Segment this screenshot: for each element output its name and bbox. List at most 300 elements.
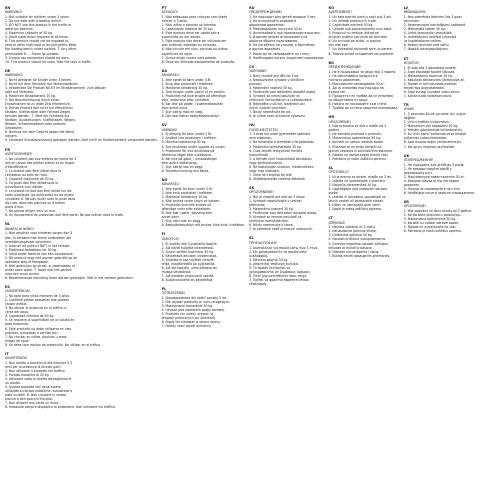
warning-line: 5. Výrobek se nesmí používat na (249, 93, 300, 98)
warning-line: 1. Ακατάλληλο για παιδιά κάτω των 3 ετών. (249, 245, 319, 250)
warning-line: 2. Ne koristite proizvod u saobraćaju. (403, 213, 462, 218)
warning-heading: ADVARSEL! (161, 73, 180, 78)
warning-line: 3. Maksymalne obciążenie 30 kg. (161, 304, 214, 309)
warning-line: ander open water. 7. Nooit met het gezicht (5, 267, 72, 272)
warning-line: 1. Nie je vhodné pre deti do 3 rokov. (249, 195, 306, 200)
warning-line: 2. Älä käytä tuotetta liikenteessä. (161, 245, 214, 250)
warning-line: 6. Potrebno je nositi zaštitnu opremu. (403, 229, 462, 234)
warning-line: 1. Ni primerno za otroke, mlajše od 3 let. (328, 174, 392, 179)
language-code: ET (403, 56, 409, 61)
warning-line: jiných vodních plochách. (249, 106, 288, 111)
warning-line: 2. Ürünü trafikte kullanmayın. (403, 120, 451, 125)
warning-line: 1. Non adatto a bambini di età inferiore a 3 (5, 360, 73, 365)
warning-line: 3. Največja obremenitev 30 kg. (328, 182, 377, 187)
text-column (404, 6, 475, 480)
warning-line: 5. Toodet ei tohi kasutada avalikel (403, 81, 457, 86)
warning-line: 4. Naudoti prižiūrint suaugusiesiems. (328, 237, 387, 242)
warning-line: todo momento. (5, 322, 29, 327)
warning-line: 7. Należy nosić sprzęt ochronny. (161, 324, 212, 329)
warning-line: 5. Proizvod se ne smije koristiti na (328, 144, 382, 149)
warning-line: 1. Není vhodné pro děti do 3 let. (249, 73, 300, 78)
warning-line: 1. Не подходит для детей младше 3 лет. (249, 15, 317, 20)
warning-section (162, 178, 245, 228)
warning-section (5, 6, 158, 64)
warning-line: 4. Este produto deve ser usado sob a (161, 31, 220, 36)
warning-line: osebe. (328, 190, 339, 195)
warning-line: 4. Capacidad máxima de 30 kg. (5, 314, 55, 319)
language-code: SK (249, 185, 255, 190)
warning-line: пътното движение. (328, 77, 361, 82)
warning-line: vecumam. (403, 19, 421, 24)
warning-line: 2. Не используйте изделие в (249, 19, 297, 24)
warning-line: 7. Potrebno je nositi zaštitnu opremu. (328, 156, 387, 161)
language-code: CS (249, 64, 255, 69)
warning-line: 4. Używać pod nadzorem osoby dorosłej. (161, 308, 225, 313)
warning-line: circulation ou près de l'eau. (5, 172, 48, 177)
warning-line: 6. This product should not be exposed to (5, 39, 69, 44)
warning-line: 1. 3 yaşından küçük çocuklar için uygun (403, 112, 466, 117)
warning-line: 1. Ei sovellu alle 3-vuotiaille lapsille. (161, 241, 218, 246)
warning-line: 4. Lietot pieaugušo uzraudzībā. (403, 31, 453, 36)
warning-line: javnih cestah ali kolesarskih stezah. (328, 199, 385, 204)
warning-line: sau alte ape. (328, 43, 349, 48)
language-code: ES (5, 285, 10, 290)
warning-line: 1. Ei sobi alla 3-aastastele lastele. (403, 65, 457, 70)
warning-section (249, 123, 324, 181)
warning-line: 6. Никога не насочвайте към стена. (328, 102, 388, 107)
warning-line: 5. Produktet skal ikke brukes på (161, 203, 212, 208)
warning-line: 5. Nikada ne usmeravajte ka zidu. (403, 225, 457, 230)
warning-heading: WAARSCHUWING! (5, 226, 34, 231)
text-column (5, 6, 158, 480)
warning-line: 4. Использовать под присмотром взрослых. (249, 31, 321, 36)
warning-line: 5. A termék nem használható közutakon (249, 156, 312, 161)
warning-line: 7. Ne jamais diriger vers un mur. (5, 209, 56, 214)
warning-heading: UPOZORENJE! (328, 119, 351, 124)
warning-line: d'étouffement. (5, 164, 28, 169)
warning-line: 4. Koristiti uz nadzor odrasle osobe. (328, 140, 384, 145)
warning-line: 2. Výrobok nepoužívajte v cestnej (249, 199, 302, 204)
warning-line: 2. Не використовуйте виріб у (403, 166, 452, 171)
warning-line: 6. Nejezděte v ulicích, bazénech ani (249, 102, 305, 107)
warning-line: 1. Не підходить для дітей до 3 років. (403, 162, 465, 167)
warning-heading: BRĪDINĀJUMS! (403, 10, 427, 15)
warning-line: 8. Indossare sempre dispositivi di protezione. Non utilizzare nel traffico. (5, 405, 116, 410)
warning-line: vias públicas, estradas ou ciclovias. (161, 43, 217, 48)
warning-line: 4. Utilizzare sotto la diretta sorveglianza di (5, 377, 72, 382)
warning-line: 2. Ne koristite proizvod u prometu. (328, 132, 383, 137)
warning-line: drogach publicznych ani ścieżkach. (161, 316, 217, 321)
warning-line: 3. Maksimum yük kapasitesi 30 kg. (403, 124, 459, 129)
warning-section (404, 154, 475, 195)
warning-line: 2. Brug ikke produktet i trafikken. (161, 81, 214, 86)
warning-line: javnim cestama ili biciklističkim stazama. (328, 148, 393, 153)
warning-line: 4. Používejte pod dohledem dospělé osoby. (249, 89, 316, 94)
warning-line: 6. Asla duvara doğru yönlendirmeyin. (403, 140, 462, 145)
warning-line: 7. Nu îndreptați niciodată spre un perete. (328, 47, 393, 52)
warning-line: verstikkingsgevaar opleveren. (5, 239, 52, 244)
warning-line: 5. Produsul nu trebuie utilizat pe (328, 31, 379, 36)
warning-line: benutzt werden. 7. Wird der Fahrbank auf (5, 114, 70, 119)
warning-line: 8. Je nutné nosit ochranné vybavení. (249, 114, 306, 119)
warning-line: Gewässern. (5, 126, 24, 131)
warning-line: 7. Būtina dėvėti apsaugines priemones. (328, 253, 391, 258)
warning-line: 3. Maximaal belastbaar tot 30 kg. (5, 247, 58, 252)
warning-heading: WARNING! (5, 10, 22, 15)
warning-line: godine. (328, 128, 341, 133)
warning-line: 2. Не използвайте продукта в (328, 73, 378, 78)
warning-line: 7. Je potrebné nosiť ochranné vybavenie. (249, 227, 313, 232)
warning-heading: AVERTISMENT! (328, 10, 352, 15)
warning-line: públicas, autopistas o carriles bici. (5, 330, 59, 335)
warning-line: 6. Необхідно носити захисне спорядження. (403, 190, 475, 195)
warning-line: 7. Nunca dirigir contra uma parede. (161, 55, 217, 60)
warning-line: 3. Maksimal belastning 30 kg. (161, 85, 208, 90)
language-code: FI (161, 232, 166, 237)
warning-line: 1. Netinka vaikams iki 3 metų. (328, 225, 376, 230)
warning-section (5, 222, 158, 280)
warning-line: 1. Nije pogodno za decu mlađu od 3 godine. (403, 209, 473, 214)
warning-line: κυκλοφορία. (249, 253, 269, 258)
text-column (329, 6, 400, 480)
warning-section (5, 285, 158, 347)
warning-line: superfícies de água. (161, 51, 193, 56)
warning-line: 10. This product should be used. Take the toys in traffic. (5, 59, 92, 64)
warning-line: 7. Soha ne irányítsa fal felé. (249, 172, 293, 177)
warning-line: 5. Produkten får inte användas på (161, 148, 215, 153)
warning-line: 1. Ej lämplig för barn under 3 år. (161, 132, 212, 137)
warning-line: offentlige veier eller sykkelstier. (161, 207, 212, 212)
language-code: HU (249, 123, 255, 128)
language-code: LV (403, 6, 409, 10)
warning-line: 4. Uporabljajte pod nadzorom odrasle (328, 186, 387, 191)
warning-line: használható. (249, 152, 269, 157)
warning-line: 3. Capacidade máxima de 30 kg. (161, 27, 213, 32)
warning-line: 4. Да се използва под надзора на (328, 85, 384, 90)
warning-section (249, 6, 324, 60)
warning-line: 8. Необходимо носить защитное снаряжение. (249, 55, 325, 60)
warning-line: 2. Nu utilizați produsul în trafic. (328, 19, 378, 24)
warning-line: 5. Izstrādājumu nedrīkst izmantot (403, 35, 457, 40)
warning-heading: AVERTISSEMENT! (5, 151, 33, 156)
warning-line: naar een muur sturen. (5, 271, 40, 276)
warning-section (329, 166, 400, 212)
warning-line: les rues, dans des piscines ou d'autres (5, 201, 65, 206)
warning-line: 7. Jāvalkā aizsargaprīkojums. (403, 47, 449, 52)
warning-line: 5. Výrobok sa nesmie používať na (249, 215, 302, 220)
warning-line: 8. Skyddsutrustning ska bäras. (161, 168, 210, 173)
warning-line: 3. DO NOT use this product in the traffic or (5, 23, 72, 28)
warning-line: keliuose ar dviračių takuose. (328, 245, 373, 250)
warning-line: 7. Styr aldri mot en vegg. (161, 219, 202, 224)
warning-line: 5. Tuotetta ei saa käyttää yleisillä (161, 257, 214, 262)
warning-line: 6. Kør ikke på gader, i svømmebassiner (161, 102, 223, 107)
warning-line: по обществени пътища. (328, 98, 369, 103)
language-code: LT (328, 216, 333, 221)
warning-section (162, 6, 245, 64)
warning-line: 1. Não adequado para crianças com idade (161, 15, 228, 20)
warning-line: 1. Niet geschikt voor kinderen jonger dan 3 (5, 231, 73, 236)
warning-line: premávke. (249, 203, 266, 208)
warning-line: 4. Csak felnőtt felügyelete mellett (249, 148, 302, 153)
warning-section (329, 115, 400, 161)
warning-line: openbare weg of fietspaden. (5, 259, 50, 264)
language-code: DA (161, 68, 168, 73)
warning-line: 3. Maksimālā slodze 30 kg. (403, 27, 446, 32)
warning-line: 6. Nekad nevirziet pret sienu. (403, 43, 450, 48)
warning-line: 4. Ska användas under uppsikt av vuxen. (161, 144, 226, 149)
warning-line: 5. Gaminio negalima naudoti viešuose (328, 241, 388, 246)
language-code: NL (5, 222, 11, 227)
warning-line: 4. Використовувати під наглядом (403, 178, 459, 183)
warning-line: değildir. (403, 116, 417, 121)
warning-line: 7. Nikdy nesměřujte ke zdi. (249, 110, 292, 115)
warning-line: 2. Neizmantojiet izstrādājumu satiksmē. (403, 23, 467, 28)
warning-section (329, 216, 400, 257)
warning-line: 3. Maksimaalne koormus 30 kg. (403, 73, 453, 78)
warning-line: 2. Nie używać produktu w ruchu drogowym. (161, 300, 230, 305)
warning-section (329, 6, 400, 56)
warning-heading: OSTRZEŻENIE! (161, 291, 186, 296)
warning-line: piste ciclabili. 6. Non circolare in strade, (5, 393, 67, 398)
language-code: HR (328, 115, 335, 120)
warning-line: uz koplietošanas ceļiem. (403, 39, 442, 44)
warning-line: 1. Nav piemērots bērniem līdz 3 gadu (403, 15, 463, 20)
warning-line: дорослих. (403, 182, 421, 187)
warning-line: 5. Se requiere la supervisión de un adulto en (5, 318, 75, 323)
warning-line: 8. Beskyttelsesutstyr må brukes. Ikke bruk i trafikken. (161, 223, 246, 228)
warning-line: εξοπλισμός. (249, 281, 268, 286)
warning-section (162, 232, 245, 282)
warning-line: oder auf Stränden. (5, 89, 35, 94)
warning-line: 3. Maksimal belastning 30 kg. (161, 195, 208, 200)
warning-line: 3. Maximálna nosnosť 30 kg. (249, 207, 294, 212)
language-code: EN (5, 6, 11, 10)
warning-line: masas de agua. (5, 338, 30, 343)
warning-section (5, 148, 158, 218)
warning-line: 6. Niet gebruiken op straat, in zwembaden of (5, 263, 76, 268)
warning-line: 6. Älä aja kaduilla, uima-altaissa tai (161, 265, 217, 270)
warning-line: 5. Este produto não deve ser utilizado em (161, 39, 227, 44)
warning-line: 6. Kör inte på gator, i simbassänger (161, 156, 217, 161)
warning-heading: FIGYELMEZTETÉS! (249, 127, 279, 132)
warning-line: 7. Älä koskaan ohjaa kohti seinää. (161, 273, 215, 278)
warning-heading: ΠΡΟΕΙΔΟΠΟΙΗΣΗ! (249, 240, 278, 245)
language-code: NO (161, 177, 168, 182)
warning-line: veřejných komunikacích a cyklostezkách. (249, 98, 314, 103)
warning-line: 1. Nieodpowiednie dla dzieci poniżej 3 lat. (161, 296, 227, 301)
warning-line: 1. 3 éves kor alatti gyermekek számára (249, 132, 311, 137)
warning-line: 5. Questo prodotto non deve essere (5, 385, 61, 390)
warning-section (249, 186, 324, 232)
warning-line: heat or other high-heat or bicycle paths. Keep (5, 43, 77, 48)
warning-line: 1. Не е подходящо за деца под 3 години. (328, 69, 397, 74)
warning-line: jaar, in verband met kleine onderdelen die (5, 235, 72, 240)
language-code: UK (403, 153, 410, 158)
warning-line: utilizzato su strade pubbliche, autostrade o (5, 389, 73, 394)
warning-line: Erwachsenen ist zu jeder Zeit erforderlich. (5, 102, 71, 107)
warning-line: 4. Käytettävä aikuisen valvonnassa. (161, 253, 218, 258)
warning-line: 6. Ikke kjør i gater, basseng eller (161, 211, 213, 216)
language-code: IT (5, 351, 9, 356)
warning-section (5, 352, 158, 410)
warning-line: 7. Nositi je treba zaščitno opremo. (328, 207, 382, 212)
warning-line: 3. Максимальне навантаження 30 кг. (403, 174, 466, 179)
warning-section (5, 69, 158, 143)
language-code: PL (161, 286, 167, 291)
warning-heading: ПРЕДУПРЕЖДЕНИЕ! (249, 10, 283, 15)
warning-line: 4. Απαιτείται επίβλεψη ενήλικα. (249, 261, 299, 266)
warning-line: 2. Μη χρησιμοποιείτε το προϊόν στην (249, 249, 307, 254)
warning-line: 3. Maksimalno opterećenje 30 kg. (328, 136, 381, 141)
warning-line: 1. Nicht geeignet für Kinder unter 3 Jahren. (5, 77, 72, 82)
warning-line: 7. Никогда не направляйте на стену. (249, 51, 310, 56)
warning-line: 4. Skal bruges under opsyn af en voksen. (161, 89, 226, 94)
warning-line: 6. Nigdy nie kierować w stronę ściany. (161, 320, 221, 325)
warning-line: 3. Verwenden Sie Produkt NICHT im Straßenverkehr, zum Wasser (5, 85, 106, 90)
warning-line: 3. Suurin sallittu kuormitus 30 kg. (161, 249, 215, 254)
warning-line: 8. Niemals mit dem Gesicht gegen die Wand (5, 130, 75, 135)
warning-line: 5. Изделие нельзя использовать на (249, 35, 308, 40)
warning-line: the loading bench under surface. 7. Any other (5, 47, 77, 52)
text-column (249, 6, 324, 480)
warning-line: 3. Capacitate maximă 30 kg. (328, 23, 374, 28)
warning-line: 4. Altijd onder toezicht van een volwassene. (5, 251, 74, 256)
warning-heading: UPOZORNENIE! (249, 190, 274, 195)
warning-line: 2. Ikke bruk produktet i trafikken. (161, 190, 214, 195)
warning-line: 1. Ne convient pas aux enfants de moins de 3 (5, 156, 77, 161)
warning-line: provozu. (249, 81, 263, 86)
language-code: SV (161, 123, 167, 128)
language-code: EL (249, 236, 254, 241)
warning-line: 8. Un équipement de protection doit être porté. Ne pas utiliser dans le trafic. (5, 213, 125, 218)
warning-line: cerca del agua. (5, 310, 29, 315)
warning-line: 2. Gebruik dit product NIET in het verkeer. (5, 243, 71, 248)
warning-heading: ATENÇÃO! (161, 10, 179, 15)
language-code: SL (328, 165, 334, 170)
warning-line: χρησιμοποιείται σε δημόσιους δρόμους. (249, 269, 312, 274)
warning-heading: ĮSPĖJIMAS! (328, 220, 346, 225)
warning-line: 6. Ποτέ μην κατευθύνετε προς τοίχο. (249, 273, 308, 278)
language-code: TR (403, 103, 409, 108)
warning-line: annet vann. (161, 215, 181, 220)
warning-line: 3. Capacité maximale de 30 kg. (5, 176, 55, 181)
warning-heading: ¡ADVERTENCIA! (5, 289, 31, 294)
warning-line: inferior a 3 anos. (161, 19, 188, 24)
warning-heading: WARNUNG! (5, 73, 24, 78)
warning-line: 6. Não circular em ruas, piscinas ou outras (161, 47, 228, 52)
warning-line: 2. Não utilize o produto no trânsito. (161, 23, 217, 28)
warning-line: causar asfixia. (5, 302, 28, 307)
warning-line: Wiesen, Schwimmbädern oder anderen (5, 122, 66, 127)
warning-line: Straßen, Ausstellungen. Kraftstraßen, Wegen, (5, 118, 76, 123)
warning-line: 7. Styr aldrig mod en væg. (161, 110, 204, 115)
warning-line: 4. Kasutada täiskasvanu järelevalve all. (403, 77, 466, 82)
warning-line: 8. Védőfelszerelés viselése kötelező. (249, 176, 306, 181)
warning-line: 7. No circular en calles, piscinas u otras (5, 334, 67, 339)
warning-line: 7. Styr aldrig mot en vägg. (161, 164, 204, 169)
warning-heading: UYARI! (403, 107, 415, 112)
warning-line: vagy más vizekben. (249, 168, 280, 173)
warning-line: 5. Produktet må ikke bruges på offentlige (161, 93, 226, 98)
warning-line: 3. Максимальная нагрузка 30 кг. (249, 27, 304, 32)
language-code: PT (161, 6, 167, 10)
warning-line: 8. Beschermende uitrusting moet worden gedragen. Niet in het verkeer gebruiken. (5, 275, 134, 280)
warning-line: 5. Le produit ne doit pas être utilisé sur les (5, 189, 72, 194)
warning-section (162, 69, 245, 119)
warning-line: drumuri publice sau piste de biciclete. (328, 35, 388, 40)
warning-line: 3. No utilizar el producto en el tráfico ni (5, 306, 67, 311)
warning-line: water/on beaches. (5, 27, 34, 32)
text-column (162, 6, 245, 480)
warning-line: 1. Ikke egnet til børn under 3 år. (161, 77, 212, 82)
warning-line: 2. Non utilizzare il prodotto nel traffico. (5, 368, 66, 373)
warning-line: verejných komunikáciách. (249, 219, 290, 224)
language-code: SR (403, 200, 409, 205)
warning-line: 4. Yetişkin gözetiminde kullanılmalıdır. (403, 128, 463, 133)
warning-heading: VARNING! (161, 127, 178, 132)
language-code: DE (5, 68, 11, 73)
warning-line: 7. Πρέπει να φοριέται προστατευτικός (249, 277, 310, 282)
language-code: RO (328, 6, 335, 10)
warning-line: cyclables. 6. Ne pas rouler avec le jouet dans (5, 197, 76, 202)
warning-line: и других водоёмах. (249, 47, 282, 52)
warning-line: 7. Kanda tuleb kaitsevarustust. (403, 93, 452, 98)
warning-line: 6. Nu circulați pe străzi, în piscine (328, 39, 381, 44)
warning-line: 3. Максимално натоварване 30 кг. (328, 81, 386, 86)
warning-line: 4. Skal brukes under tilsyn av voksen. (161, 199, 221, 204)
warning-line: plans d'eau. (5, 205, 24, 210)
warning-line: 6. Este producto no debe utilizarse en vías (5, 326, 72, 331)
warning-line: vagy kerékpárutakon. (249, 160, 283, 165)
language-code: BG (328, 60, 335, 65)
warning-line: 5. Produktu nie należy używać na (161, 312, 214, 317)
warning-section (329, 61, 400, 111)
warning-line: 1. Not suitable for children under 3 years. (5, 15, 70, 20)
warning-heading: UPOZORENJE! (403, 204, 427, 209)
warning-line: 5. Ніколи не спрямовуйте на стіну. (403, 186, 461, 191)
warning-line: 3. Μέγιστο φορτίο 30 kg. (249, 257, 289, 262)
warning-line: veje, motorveje eller cykelstier. (161, 98, 211, 103)
warning-line: Straßen, Kraftstraßen oder Fahrrad wegen (5, 110, 71, 115)
warning-line: дорогах общего пользования. (249, 39, 299, 44)
warning-line: eller andra vattendrag. (161, 160, 198, 165)
warning-line: 4. Ce jouet doit être utilisé sous la (5, 180, 58, 185)
warning-line: 5. Dit product mag niet worden gebruikt op de (5, 255, 78, 260)
warning-line: anni per la presenza di piccole parti. (5, 364, 62, 369)
warning-line: 8. Der skal bæres beskyttelsesudstyr. (161, 114, 220, 119)
warning-line: 2. Ärge kasutage toodet liikluses. (403, 69, 456, 74)
warning-line: 3. Maximális terhelhetőség 30 kg. (249, 144, 302, 149)
warning-line: 7. Koruyucu ekipman giyilmelidir. (403, 144, 456, 149)
warning-line: 2. Le produit doit être utilisé dans la (5, 168, 62, 173)
warning-line: 9. Lenkbare Schutzausrüstung getragen werden. Darf nicht im Straßenverkehr verwendet werden. (5, 138, 158, 143)
warning-line: 2. Contiene piezas pequeñas que pueden (5, 298, 70, 303)
warning-line: 6. Nikoli ne usmerjajte proti steni. (328, 203, 381, 208)
warning-line: 4. Maximum capacity of 30 kg. (5, 31, 53, 36)
warning-line: 1. Nu este potrivit pentru copii sub 3 ani. (328, 15, 393, 20)
warning-line: permissible 8. ... Stand up outdoor. (5, 51, 60, 56)
warning-line: 3. Maximální nosnost 30 kg. (249, 85, 293, 90)
warning-heading: ПОПЕРЕДЖЕННЯ! (403, 157, 434, 162)
warning-line: 6. Ne közlekedjen utcákon, medencékben (249, 164, 314, 169)
warning-line: 6. Dieses Produkt darf nicht auf öffentlichen (5, 106, 74, 111)
warning-line: supervisão de um adulto. (161, 35, 201, 40)
warning-line: steuern. (5, 134, 18, 139)
warning-heading: HOIATUS! (403, 60, 420, 65)
warning-line: piscine o altri specchi d'acqua. (5, 397, 53, 402)
warning-line: 2. Nenaudokite gaminio eisme. (328, 229, 377, 234)
